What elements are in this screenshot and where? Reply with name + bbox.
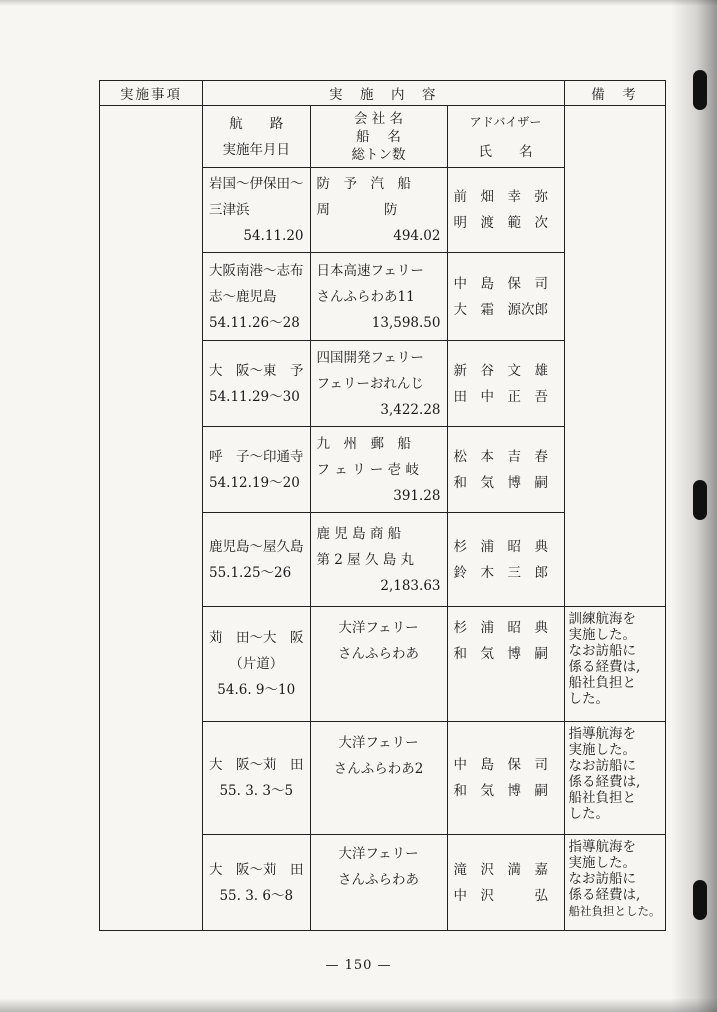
binder-hole-icon	[693, 480, 707, 520]
remarks-text: なお訪船に	[568, 758, 636, 774]
header-implementation-item: 実施事項	[100, 81, 203, 106]
company-cell	[310, 513, 447, 607]
subheader-route-date	[203, 106, 311, 168]
table-header-row	[100, 81, 666, 106]
tonnage: 13,598.50	[371, 314, 441, 331]
advisor-cell	[447, 253, 564, 341]
route-date-cell	[203, 168, 311, 253]
ship-name: フェリーおれんじ	[316, 375, 424, 392]
binder-hole-icon	[693, 880, 707, 920]
route-text: 岩国～伊保田～	[209, 176, 304, 192]
subheader-advisor	[447, 106, 564, 168]
date-text: 55.1.25～26	[209, 564, 292, 581]
advisor-name: 前 畑 幸 弥	[453, 189, 548, 205]
subheader-tonnage-label: 総トン数	[351, 146, 406, 163]
remarks-cell	[564, 722, 665, 835]
advisor-cell	[447, 607, 564, 722]
table-subheader-row	[100, 106, 666, 168]
advisor-name: 杉 浦 昭 典	[453, 538, 548, 555]
route-date-cell	[203, 513, 311, 607]
remarks-text: なお訪船に	[568, 871, 636, 887]
company-cell	[310, 253, 447, 341]
advisor-cell	[447, 168, 564, 253]
route-text: 大 阪～東 予	[209, 362, 304, 379]
advisor-name: 中 島 保 司	[453, 275, 548, 292]
route-text: 大阪南港～志布	[209, 262, 304, 279]
route-text: （片道）	[229, 656, 284, 672]
tonnage: 3,422.28	[380, 401, 441, 418]
implementation-table	[99, 80, 666, 931]
subheader-advisor-label: アドバイザー	[469, 114, 542, 129]
route-text: 大 阪～苅 田	[209, 757, 304, 773]
date-text: 55. 3. 3～5	[219, 783, 294, 799]
subheader-ship-label: 船 名	[356, 128, 401, 145]
date-text: 54.11.26～28	[209, 314, 300, 331]
company-name: 大洋フェリー	[338, 735, 419, 751]
advisor-name: 田 中 正 吾	[453, 388, 548, 405]
route-text: 大 阪～苅 田	[209, 861, 304, 878]
ship-name: 第 2 屋 久 島 丸	[316, 551, 415, 568]
binder-hole-icon	[693, 70, 707, 110]
route-text: 苅 田～大 阪	[209, 630, 304, 646]
company-name: 鹿 児 島 商 船	[316, 525, 402, 542]
remarks-text: なお訪船に	[568, 643, 636, 659]
advisor-name: 中 島 保 司	[453, 757, 548, 773]
subheader-name-label: 氏 名	[478, 143, 533, 160]
subheader-date-label: 実施年月日	[222, 141, 290, 158]
remarks-text: した。	[568, 806, 609, 822]
remarks-empty-cell	[564, 106, 665, 607]
advisor-cell	[447, 427, 564, 513]
company-cell	[310, 722, 447, 835]
ship-name: さんふらわあ11	[316, 288, 415, 305]
company-cell	[310, 341, 447, 427]
tonnage: 391.28	[393, 487, 441, 504]
advisor-name: 大 霜 源次郎	[453, 301, 548, 318]
advisor-name: 中 沢 弘	[453, 887, 548, 904]
company-name: 防 予 汽 船	[316, 176, 411, 192]
advisor-name: 松 本 吉 春	[453, 448, 548, 465]
date-text: 54.12.19～20	[209, 474, 300, 491]
remarks-text: 実施した。	[568, 855, 636, 871]
company-name: 日本高速フェリー	[316, 262, 424, 279]
date-text: 54.11.20	[243, 228, 304, 244]
ship-name: さんふらわあ	[338, 646, 419, 662]
advisor-cell	[447, 513, 564, 607]
route-date-cell	[203, 427, 311, 513]
scan-top-shadow	[0, 0, 717, 6]
advisor-name: 新 谷 文 雄	[453, 362, 548, 379]
remarks-text: 船社負担とした。	[568, 904, 661, 918]
subheader-route-label: 航 路	[229, 115, 284, 132]
advisor-name: 杉 浦 昭 典	[453, 620, 548, 636]
remarks-text: 実施した。	[568, 742, 636, 758]
remarks-text: 係る経費は,	[568, 659, 641, 675]
route-text: 三津浜	[209, 202, 250, 218]
date-text: 54.6. 9～10	[217, 682, 296, 698]
remarks-text: 係る経費は,	[568, 887, 641, 903]
header-remarks: 備 考	[564, 81, 665, 106]
remarks-text: 係る経費は,	[568, 774, 641, 790]
route-date-cell	[203, 835, 311, 931]
route-date-cell	[203, 607, 311, 722]
route-date-cell	[203, 341, 311, 427]
company-name: 大洋フェリー	[338, 846, 419, 862]
company-name: 九 州 郵 船	[316, 435, 411, 452]
advisor-cell	[447, 722, 564, 835]
route-text: 志～鹿児島	[209, 288, 277, 305]
remarks-cell	[564, 607, 665, 722]
subheader-company	[310, 106, 447, 168]
company-cell	[310, 607, 447, 722]
company-name: 四国開発フェリー	[316, 349, 424, 366]
advisor-cell	[447, 341, 564, 427]
ship-name: さんふらわあ2	[333, 761, 424, 777]
route-text: 鹿児島～屋久島	[209, 538, 304, 555]
tonnage: 2,183.63	[380, 577, 441, 594]
header-implementation-content: 実 施 内 容	[203, 81, 565, 106]
page-number: — 150 —	[325, 958, 392, 973]
route-text: 呼 子～印通寺	[209, 448, 304, 465]
company-name: 大洋フェリー	[338, 620, 419, 636]
company-cell	[310, 427, 447, 513]
route-date-cell	[203, 253, 311, 341]
scan-bottom-shadow	[0, 998, 717, 1012]
advisor-name: 和 気 博 嗣	[453, 783, 548, 799]
advisor-name: 明 渡 範 次	[453, 215, 548, 231]
date-text: 55. 3. 6～8	[219, 887, 294, 904]
remarks-text: した。	[568, 691, 609, 707]
remarks-cell	[564, 835, 665, 931]
remarks-text: 指導航海を	[568, 839, 636, 855]
date-text: 54.11.29～30	[209, 388, 300, 405]
remarks-text: 指導航海を	[568, 726, 636, 742]
advisor-name: 鈴 木 三 郎	[453, 564, 548, 581]
ship-name: フ ェ リ ー 壱 岐	[316, 461, 419, 478]
advisor-cell	[447, 835, 564, 931]
ship-name: さんふらわあ	[338, 872, 419, 888]
remarks-text: 実施した。	[568, 627, 636, 643]
ship-name: 周 防	[316, 202, 398, 218]
subheader-company-label: 会 社 名	[353, 110, 404, 127]
advisor-name: 和 気 博 嗣	[453, 646, 548, 662]
tonnage: 494.02	[393, 228, 441, 244]
remarks-text: 訓練航海を	[568, 611, 636, 627]
remarks-text: 船社負担と	[568, 675, 636, 691]
advisor-name: 滝 沢 満 嘉	[453, 861, 548, 878]
company-cell	[310, 168, 447, 253]
route-date-cell	[203, 722, 311, 835]
remarks-text: 船社負担と	[568, 790, 636, 806]
advisor-name: 和 気 博 嗣	[453, 474, 548, 491]
company-cell	[310, 835, 447, 931]
implementation-item-cell	[100, 106, 203, 931]
